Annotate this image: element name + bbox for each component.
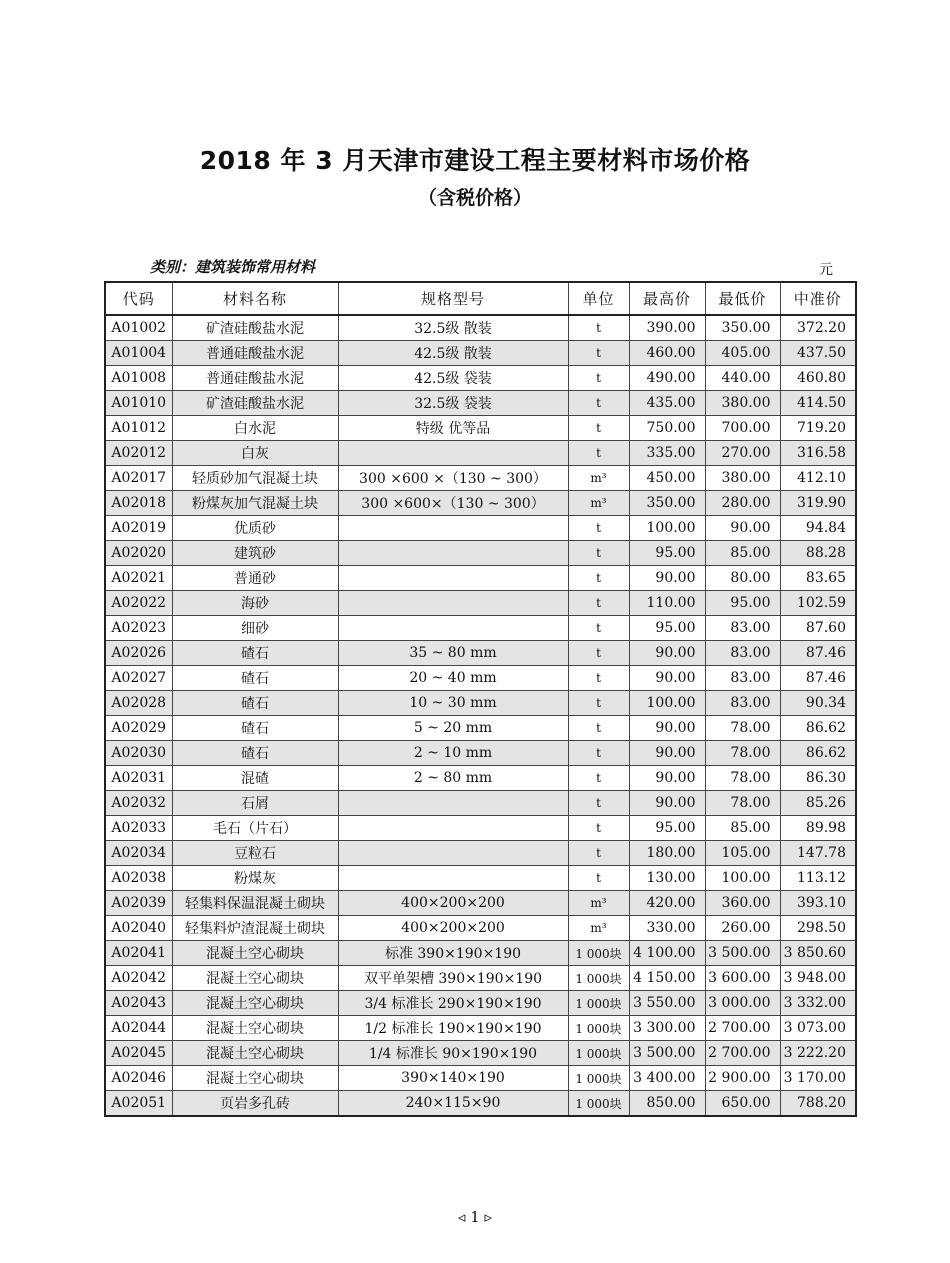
cell-material-name: 碴石 bbox=[172, 691, 338, 716]
cell-spec bbox=[338, 791, 568, 816]
cell-max-price: 750.00 bbox=[629, 416, 705, 441]
cell-mid-price: 86.62 bbox=[780, 716, 856, 741]
table-row bbox=[105, 716, 856, 741]
cell-min-price: 350.00 bbox=[705, 315, 780, 341]
table-header-row bbox=[105, 282, 856, 315]
cell-spec: 35 ~ 80 mm bbox=[338, 641, 568, 666]
table-body bbox=[105, 315, 856, 1116]
header-spec: 规格型号 bbox=[338, 282, 568, 315]
cell-max-price: 330.00 bbox=[629, 916, 705, 941]
cell-spec bbox=[338, 866, 568, 891]
cell-spec bbox=[338, 591, 568, 616]
cell-code: A02026 bbox=[105, 641, 172, 666]
cell-spec: 400×200×200 bbox=[338, 891, 568, 916]
cell-code: A02038 bbox=[105, 866, 172, 891]
cell-max-price: 450.00 bbox=[629, 466, 705, 491]
cell-code: A01008 bbox=[105, 366, 172, 391]
cell-material-name: 白灰 bbox=[172, 441, 338, 466]
cell-material-name: 建筑砂 bbox=[172, 541, 338, 566]
table-row bbox=[105, 691, 856, 716]
cell-spec: 32.5级 袋装 bbox=[338, 391, 568, 416]
cell-max-price: 4 100.00 bbox=[629, 941, 705, 966]
cell-min-price: 83.00 bbox=[705, 616, 780, 641]
page-subtitle: （含税价格） bbox=[417, 187, 532, 209]
cell-code: A02034 bbox=[105, 841, 172, 866]
cell-material-name: 豆粒石 bbox=[172, 841, 338, 866]
cell-min-price: 105.00 bbox=[705, 841, 780, 866]
cell-material-name: 粉煤灰加气混凝土块 bbox=[172, 491, 338, 516]
cell-min-price: 405.00 bbox=[705, 341, 780, 366]
cell-mid-price: 319.90 bbox=[780, 491, 856, 516]
cell-unit: t bbox=[568, 416, 629, 441]
cell-spec bbox=[338, 816, 568, 841]
table-row bbox=[105, 391, 856, 416]
table-row bbox=[105, 466, 856, 491]
cell-spec bbox=[338, 616, 568, 641]
cell-material-name: 混凝土空心砌块 bbox=[172, 966, 338, 991]
cell-min-price: 3 600.00 bbox=[705, 966, 780, 991]
cell-min-price: 380.00 bbox=[705, 466, 780, 491]
cell-mid-price: 3 948.00 bbox=[780, 966, 856, 991]
cell-max-price: 100.00 bbox=[629, 516, 705, 541]
cell-spec: 240×115×90 bbox=[338, 1091, 568, 1117]
cell-min-price: 83.00 bbox=[705, 691, 780, 716]
cell-max-price: 90.00 bbox=[629, 741, 705, 766]
cell-mid-price: 414.50 bbox=[780, 391, 856, 416]
table-row bbox=[105, 616, 856, 641]
cell-min-price: 90.00 bbox=[705, 516, 780, 541]
cell-material-name: 混凝土空心砌块 bbox=[172, 1016, 338, 1041]
currency-unit-note: 元 bbox=[819, 262, 833, 278]
cell-material-name: 页岩多孔砖 bbox=[172, 1091, 338, 1117]
cell-min-price: 650.00 bbox=[705, 1091, 780, 1117]
table-row bbox=[105, 966, 856, 991]
table-row bbox=[105, 741, 856, 766]
cell-material-name: 混碴 bbox=[172, 766, 338, 791]
cell-spec bbox=[338, 841, 568, 866]
cell-mid-price: 372.20 bbox=[780, 315, 856, 341]
cell-min-price: 2 700.00 bbox=[705, 1016, 780, 1041]
cell-code: A02045 bbox=[105, 1041, 172, 1066]
table-row bbox=[105, 366, 856, 391]
cell-max-price: 110.00 bbox=[629, 591, 705, 616]
cell-material-name: 碴石 bbox=[172, 666, 338, 691]
cell-min-price: 3 500.00 bbox=[705, 941, 780, 966]
cell-material-name: 毛石（片石） bbox=[172, 816, 338, 841]
cell-mid-price: 87.60 bbox=[780, 616, 856, 641]
cell-spec: 300 ×600×（130 ~ 300） bbox=[338, 491, 568, 516]
cell-material-name: 白水泥 bbox=[172, 416, 338, 441]
cell-min-price: 360.00 bbox=[705, 891, 780, 916]
cell-mid-price: 85.26 bbox=[780, 791, 856, 816]
cell-min-price: 85.00 bbox=[705, 816, 780, 841]
cell-unit: t bbox=[568, 591, 629, 616]
cell-mid-price: 147.78 bbox=[780, 841, 856, 866]
category-label: 类别：建筑装饰常用材料 bbox=[150, 258, 316, 276]
cell-unit: m³ bbox=[568, 916, 629, 941]
cell-max-price: 130.00 bbox=[629, 866, 705, 891]
cell-mid-price: 298.50 bbox=[780, 916, 856, 941]
cell-max-price: 4 150.00 bbox=[629, 966, 705, 991]
page-title: 2018 年 3 月天津市建设工程主要材料市场价格 bbox=[199, 146, 751, 175]
cell-unit: t bbox=[568, 541, 629, 566]
cell-mid-price: 437.50 bbox=[780, 341, 856, 366]
cell-code: A02031 bbox=[105, 766, 172, 791]
cell-min-price: 80.00 bbox=[705, 566, 780, 591]
table-row bbox=[105, 666, 856, 691]
cell-code: A02012 bbox=[105, 441, 172, 466]
cell-code: A01010 bbox=[105, 391, 172, 416]
cell-unit: t bbox=[568, 616, 629, 641]
cell-material-name: 碴石 bbox=[172, 716, 338, 741]
cell-unit: t bbox=[568, 391, 629, 416]
cell-min-price: 78.00 bbox=[705, 741, 780, 766]
cell-min-price: 78.00 bbox=[705, 791, 780, 816]
cell-min-price: 2 900.00 bbox=[705, 1066, 780, 1091]
page-number: ◃ 1 ▹ bbox=[457, 1208, 493, 1226]
cell-max-price: 335.00 bbox=[629, 441, 705, 466]
cell-unit: t bbox=[568, 716, 629, 741]
cell-material-name: 混凝土空心砌块 bbox=[172, 1041, 338, 1066]
cell-spec bbox=[338, 441, 568, 466]
cell-unit: 1 000块 bbox=[568, 991, 629, 1016]
cell-material-name: 混凝土空心砌块 bbox=[172, 1066, 338, 1091]
cell-max-price: 90.00 bbox=[629, 666, 705, 691]
cell-max-price: 180.00 bbox=[629, 841, 705, 866]
cell-code: A02051 bbox=[105, 1091, 172, 1117]
cell-code: A02028 bbox=[105, 691, 172, 716]
cell-max-price: 390.00 bbox=[629, 315, 705, 341]
cell-max-price: 100.00 bbox=[629, 691, 705, 716]
cell-unit: m³ bbox=[568, 466, 629, 491]
cell-code: A02021 bbox=[105, 566, 172, 591]
cell-unit: t bbox=[568, 441, 629, 466]
cell-max-price: 90.00 bbox=[629, 641, 705, 666]
cell-code: A02032 bbox=[105, 791, 172, 816]
cell-spec: 2 ~ 80 mm bbox=[338, 766, 568, 791]
cell-mid-price: 94.84 bbox=[780, 516, 856, 541]
cell-spec: 20 ~ 40 mm bbox=[338, 666, 568, 691]
cell-mid-price: 788.20 bbox=[780, 1091, 856, 1117]
cell-max-price: 3 550.00 bbox=[629, 991, 705, 1016]
cell-min-price: 280.00 bbox=[705, 491, 780, 516]
table-row bbox=[105, 491, 856, 516]
cell-code: A02044 bbox=[105, 1016, 172, 1041]
cell-material-name: 普通硅酸盐水泥 bbox=[172, 366, 338, 391]
cell-material-name: 细砂 bbox=[172, 616, 338, 641]
cell-material-name: 普通硅酸盐水泥 bbox=[172, 341, 338, 366]
cell-material-name: 碴石 bbox=[172, 641, 338, 666]
cell-unit: 1 000块 bbox=[568, 1016, 629, 1041]
cell-spec: 42.5级 袋装 bbox=[338, 366, 568, 391]
cell-mid-price: 3 332.00 bbox=[780, 991, 856, 1016]
cell-code: A01002 bbox=[105, 315, 172, 341]
cell-max-price: 435.00 bbox=[629, 391, 705, 416]
cell-code: A02033 bbox=[105, 816, 172, 841]
table-row bbox=[105, 791, 856, 816]
cell-material-name: 普通砂 bbox=[172, 566, 338, 591]
cell-min-price: 100.00 bbox=[705, 866, 780, 891]
cell-code: A02039 bbox=[105, 891, 172, 916]
cell-spec bbox=[338, 541, 568, 566]
price-table bbox=[104, 281, 857, 1117]
cell-mid-price: 87.46 bbox=[780, 666, 856, 691]
cell-mid-price: 412.10 bbox=[780, 466, 856, 491]
cell-spec: 5 ~ 20 mm bbox=[338, 716, 568, 741]
cell-code: A02027 bbox=[105, 666, 172, 691]
cell-min-price: 83.00 bbox=[705, 641, 780, 666]
cell-material-name: 粉煤灰 bbox=[172, 866, 338, 891]
cell-mid-price: 3 073.00 bbox=[780, 1016, 856, 1041]
header-material-name: 材料名称 bbox=[172, 282, 338, 315]
cell-spec: 32.5级 散装 bbox=[338, 315, 568, 341]
cell-spec: 1/2 标准长 190×190×190 bbox=[338, 1016, 568, 1041]
table-row bbox=[105, 516, 856, 541]
cell-unit: t bbox=[568, 315, 629, 341]
cell-spec: 400×200×200 bbox=[338, 916, 568, 941]
cell-max-price: 420.00 bbox=[629, 891, 705, 916]
cell-spec: 标准 390×190×190 bbox=[338, 941, 568, 966]
cell-unit: t bbox=[568, 641, 629, 666]
cell-code: A02020 bbox=[105, 541, 172, 566]
cell-max-price: 350.00 bbox=[629, 491, 705, 516]
cell-max-price: 95.00 bbox=[629, 816, 705, 841]
cell-code: A02022 bbox=[105, 591, 172, 616]
cell-code: A02040 bbox=[105, 916, 172, 941]
cell-max-price: 850.00 bbox=[629, 1091, 705, 1117]
cell-max-price: 3 400.00 bbox=[629, 1066, 705, 1091]
cell-max-price: 90.00 bbox=[629, 791, 705, 816]
table-row bbox=[105, 766, 856, 791]
table-row bbox=[105, 416, 856, 441]
cell-spec: 42.5级 散装 bbox=[338, 341, 568, 366]
cell-code: A02023 bbox=[105, 616, 172, 641]
cell-unit: t bbox=[568, 341, 629, 366]
table-row bbox=[105, 1041, 856, 1066]
cell-max-price: 3 300.00 bbox=[629, 1016, 705, 1041]
cell-min-price: 440.00 bbox=[705, 366, 780, 391]
cell-code: A02017 bbox=[105, 466, 172, 491]
cell-unit: m³ bbox=[568, 491, 629, 516]
cell-mid-price: 113.12 bbox=[780, 866, 856, 891]
cell-unit: 1 000块 bbox=[568, 1091, 629, 1117]
cell-max-price: 90.00 bbox=[629, 566, 705, 591]
cell-min-price: 3 000.00 bbox=[705, 991, 780, 1016]
cell-mid-price: 3 170.00 bbox=[780, 1066, 856, 1091]
cell-max-price: 460.00 bbox=[629, 341, 705, 366]
cell-unit: 1 000块 bbox=[568, 1066, 629, 1091]
table-row bbox=[105, 566, 856, 591]
cell-unit: t bbox=[568, 691, 629, 716]
cell-min-price: 260.00 bbox=[705, 916, 780, 941]
cell-spec bbox=[338, 566, 568, 591]
cell-unit: t bbox=[568, 516, 629, 541]
header-code: 代码 bbox=[105, 282, 172, 315]
cell-mid-price: 87.46 bbox=[780, 641, 856, 666]
cell-material-name: 轻集料保温混凝土砌块 bbox=[172, 891, 338, 916]
cell-material-name: 矿渣硅酸盐水泥 bbox=[172, 315, 338, 341]
cell-min-price: 700.00 bbox=[705, 416, 780, 441]
cell-unit: t bbox=[568, 666, 629, 691]
cell-unit: m³ bbox=[568, 891, 629, 916]
cell-spec: 双平单架槽 390×190×190 bbox=[338, 966, 568, 991]
cell-spec: 390×140×190 bbox=[338, 1066, 568, 1091]
cell-material-name: 矿渣硅酸盐水泥 bbox=[172, 391, 338, 416]
cell-mid-price: 393.10 bbox=[780, 891, 856, 916]
header-max-price: 最高价 bbox=[629, 282, 705, 315]
table-row bbox=[105, 941, 856, 966]
cell-min-price: 380.00 bbox=[705, 391, 780, 416]
table-row bbox=[105, 1091, 856, 1117]
header-min-price: 最低价 bbox=[705, 282, 780, 315]
cell-material-name: 石屑 bbox=[172, 791, 338, 816]
cell-spec: 10 ~ 30 mm bbox=[338, 691, 568, 716]
cell-unit: t bbox=[568, 816, 629, 841]
cell-unit: t bbox=[568, 841, 629, 866]
cell-min-price: 83.00 bbox=[705, 666, 780, 691]
cell-max-price: 95.00 bbox=[629, 616, 705, 641]
cell-code: A02018 bbox=[105, 491, 172, 516]
cell-code: A02041 bbox=[105, 941, 172, 966]
cell-mid-price: 88.28 bbox=[780, 541, 856, 566]
table-row bbox=[105, 315, 856, 341]
table-row bbox=[105, 1066, 856, 1091]
cell-max-price: 3 500.00 bbox=[629, 1041, 705, 1066]
cell-max-price: 90.00 bbox=[629, 766, 705, 791]
cell-mid-price: 102.59 bbox=[780, 591, 856, 616]
cell-unit: t bbox=[568, 766, 629, 791]
table-row bbox=[105, 841, 856, 866]
cell-unit: t bbox=[568, 741, 629, 766]
table-row bbox=[105, 441, 856, 466]
cell-material-name: 优质砂 bbox=[172, 516, 338, 541]
table-row bbox=[105, 641, 856, 666]
cell-material-name: 轻质砂加气混凝土块 bbox=[172, 466, 338, 491]
table-row bbox=[105, 891, 856, 916]
cell-code: A01004 bbox=[105, 341, 172, 366]
cell-unit: 1 000块 bbox=[568, 1041, 629, 1066]
cell-max-price: 90.00 bbox=[629, 716, 705, 741]
cell-unit: t bbox=[568, 866, 629, 891]
cell-unit: t bbox=[568, 366, 629, 391]
cell-min-price: 2 700.00 bbox=[705, 1041, 780, 1066]
cell-max-price: 490.00 bbox=[629, 366, 705, 391]
cell-mid-price: 3 850.60 bbox=[780, 941, 856, 966]
cell-material-name: 轻集料炉渣混凝土砌块 bbox=[172, 916, 338, 941]
table-row bbox=[105, 866, 856, 891]
cell-mid-price: 719.20 bbox=[780, 416, 856, 441]
cell-spec: 2 ~ 10 mm bbox=[338, 741, 568, 766]
table-row bbox=[105, 591, 856, 616]
cell-mid-price: 90.34 bbox=[780, 691, 856, 716]
cell-min-price: 78.00 bbox=[705, 716, 780, 741]
cell-mid-price: 89.98 bbox=[780, 816, 856, 841]
cell-mid-price: 460.80 bbox=[780, 366, 856, 391]
cell-code: A02019 bbox=[105, 516, 172, 541]
cell-mid-price: 86.30 bbox=[780, 766, 856, 791]
table-row bbox=[105, 1016, 856, 1041]
table-row bbox=[105, 541, 856, 566]
cell-code: A02043 bbox=[105, 991, 172, 1016]
table-row bbox=[105, 991, 856, 1016]
cell-code: A02029 bbox=[105, 716, 172, 741]
cell-unit: t bbox=[568, 791, 629, 816]
cell-code: A02046 bbox=[105, 1066, 172, 1091]
cell-min-price: 85.00 bbox=[705, 541, 780, 566]
cell-unit: t bbox=[568, 566, 629, 591]
cell-material-name: 混凝土空心砌块 bbox=[172, 941, 338, 966]
cell-unit: 1 000块 bbox=[568, 966, 629, 991]
table-row bbox=[105, 816, 856, 841]
cell-material-name: 碴石 bbox=[172, 741, 338, 766]
cell-spec: 1/4 标准长 90×190×190 bbox=[338, 1041, 568, 1066]
cell-max-price: 95.00 bbox=[629, 541, 705, 566]
cell-spec bbox=[338, 516, 568, 541]
header-mid-price: 中准价 bbox=[780, 282, 856, 315]
cell-material-name: 海砂 bbox=[172, 591, 338, 616]
cell-material-name: 混凝土空心砌块 bbox=[172, 991, 338, 1016]
cell-spec: 3/4 标准长 290×190×190 bbox=[338, 991, 568, 1016]
cell-mid-price: 83.65 bbox=[780, 566, 856, 591]
cell-mid-price: 3 222.20 bbox=[780, 1041, 856, 1066]
table-row bbox=[105, 916, 856, 941]
cell-min-price: 78.00 bbox=[705, 766, 780, 791]
cell-min-price: 270.00 bbox=[705, 441, 780, 466]
cell-min-price: 95.00 bbox=[705, 591, 780, 616]
cell-code: A01012 bbox=[105, 416, 172, 441]
cell-mid-price: 86.62 bbox=[780, 741, 856, 766]
header-unit: 单位 bbox=[568, 282, 629, 315]
cell-code: A02042 bbox=[105, 966, 172, 991]
table-row bbox=[105, 341, 856, 366]
cell-spec: 特级 优等品 bbox=[338, 416, 568, 441]
cell-unit: 1 000块 bbox=[568, 941, 629, 966]
cell-spec: 300 ×600 ×（130 ~ 300） bbox=[338, 466, 568, 491]
cell-code: A02030 bbox=[105, 741, 172, 766]
cell-mid-price: 316.58 bbox=[780, 441, 856, 466]
